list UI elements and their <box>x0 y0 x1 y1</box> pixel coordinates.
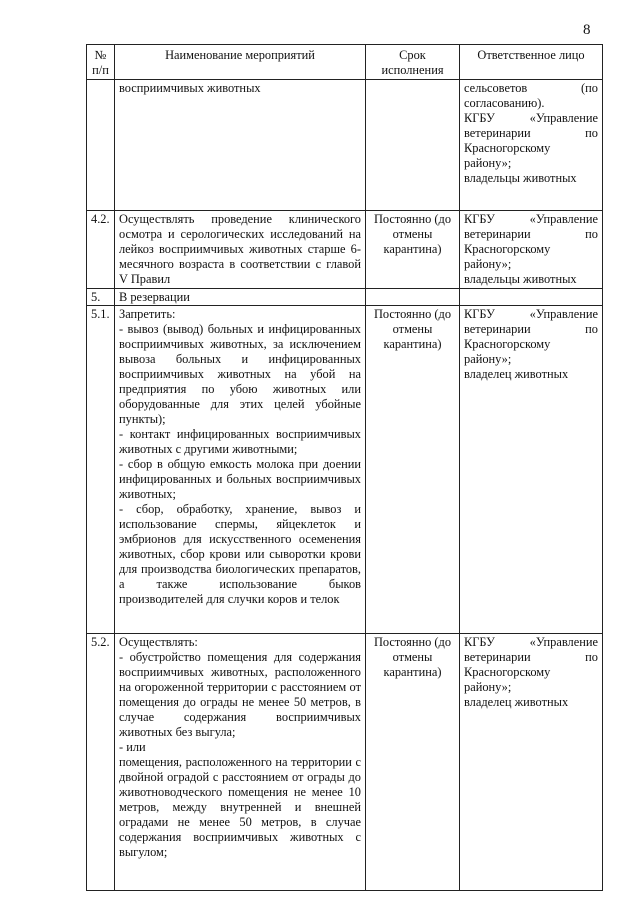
description-paragraph: - сбор в общую емкость молока при доении инфицированных и больных восприимчивых животных; <box>119 457 361 501</box>
row-description <box>115 211 366 289</box>
row-term: Постоянно (до отмены карантина) <box>366 634 460 891</box>
row-responsible <box>460 211 603 289</box>
description-paragraph: В резервации <box>119 290 190 304</box>
description-paragraph: Осуществлять проведение клинического осмотра и серологических исследований на лейкоз восприимчивых животных старше 6-месячного возраста в соответствии с главой V Правил <box>119 212 361 286</box>
table-body <box>87 80 603 891</box>
responsible-line: сельсоветов (по согласованию). <box>464 81 598 110</box>
header-name: Наименование мероприятий <box>115 45 366 80</box>
row-term <box>366 289 460 306</box>
responsible-line: КГБУ «Управление ветеринарии по Красногорскому району»; <box>464 111 598 170</box>
row-responsible <box>460 80 603 211</box>
responsible-line: КГБУ «Управление ветеринарии по Красногорскому району»; <box>464 212 598 271</box>
row-responsible <box>460 634 603 891</box>
description-paragraph: - или <box>119 740 146 754</box>
measures-table <box>86 44 603 891</box>
description-paragraph: помещения, расположенного на территории с двойной оградой с расстоянием от ограды до животноводческого помещения не менее 10 метров, между внутренней и внешней оградами не менее 50 метров, в случае содержания восприимчивых животных с выгулом; <box>119 755 361 859</box>
row-description <box>115 289 366 306</box>
header-num: № п/п <box>87 45 115 80</box>
responsible-line: КГБУ «Управление ветеринарии по Красногорскому району»; <box>464 635 598 694</box>
row-number: 5. <box>87 289 115 306</box>
row-responsible <box>460 289 603 306</box>
row-number <box>87 80 115 211</box>
row-number: 5.1. <box>87 306 115 634</box>
table-row <box>87 634 603 891</box>
description-paragraph: Запретить: <box>119 307 176 321</box>
table-row <box>87 306 603 634</box>
row-term <box>366 80 460 211</box>
row-description <box>115 634 366 891</box>
description-paragraph: - обустройство помещения для содержания восприимчивых животных, расположенного на огороженной территории с расстоянием от помещения до ограды не менее 50 метров, в случае содержания восприимчивых животных без выгула; <box>119 650 361 739</box>
row-number: 5.2. <box>87 634 115 891</box>
header-responsible: Ответственное лицо <box>460 45 603 80</box>
responsible-line: владелец животных <box>464 695 569 709</box>
row-term: Постоянно (до отмены карантина) <box>366 306 460 634</box>
header-term: Срок исполнения <box>366 45 460 80</box>
table-row <box>87 80 603 211</box>
description-paragraph: - вывоз (вывод) больных и инфицированных восприимчивых животных, за исключением вывоза больных и инфицированных восприимчивых животных на убой на предприятия по убою животных или оборудованные для этих целей убойные пункты); <box>119 322 361 426</box>
row-description <box>115 306 366 634</box>
row-responsible <box>460 306 603 634</box>
description-paragraph: - контакт инфицированных восприимчивых животных с другими животными; <box>119 427 361 456</box>
description-paragraph: восприимчивых животных <box>119 81 261 95</box>
responsible-line: владельцы животных <box>464 171 577 185</box>
row-term: Постоянно (до отмены карантина) <box>366 211 460 289</box>
row-description <box>115 80 366 211</box>
description-paragraph: Осуществлять: <box>119 635 198 649</box>
responsible-line: владельцы животных <box>464 272 577 286</box>
table-header-row <box>87 45 603 80</box>
row-number: 4.2. <box>87 211 115 289</box>
table-row <box>87 289 603 306</box>
responsible-line: КГБУ «Управление ветеринарии по Красногорскому району»; <box>464 307 598 366</box>
responsible-line: владелец животных <box>464 367 569 381</box>
table-row <box>87 211 603 289</box>
page-number: 8 <box>583 22 591 38</box>
description-paragraph: - сбор, обработку, хранение, вывоз и использование спермы, яйцеклеток и эмбрионов для искусственного осеменения животных, сбор крови или сыворотки крови для производства биологических препаратов, а также использование быков производителей для случки коров и телок <box>119 502 361 606</box>
